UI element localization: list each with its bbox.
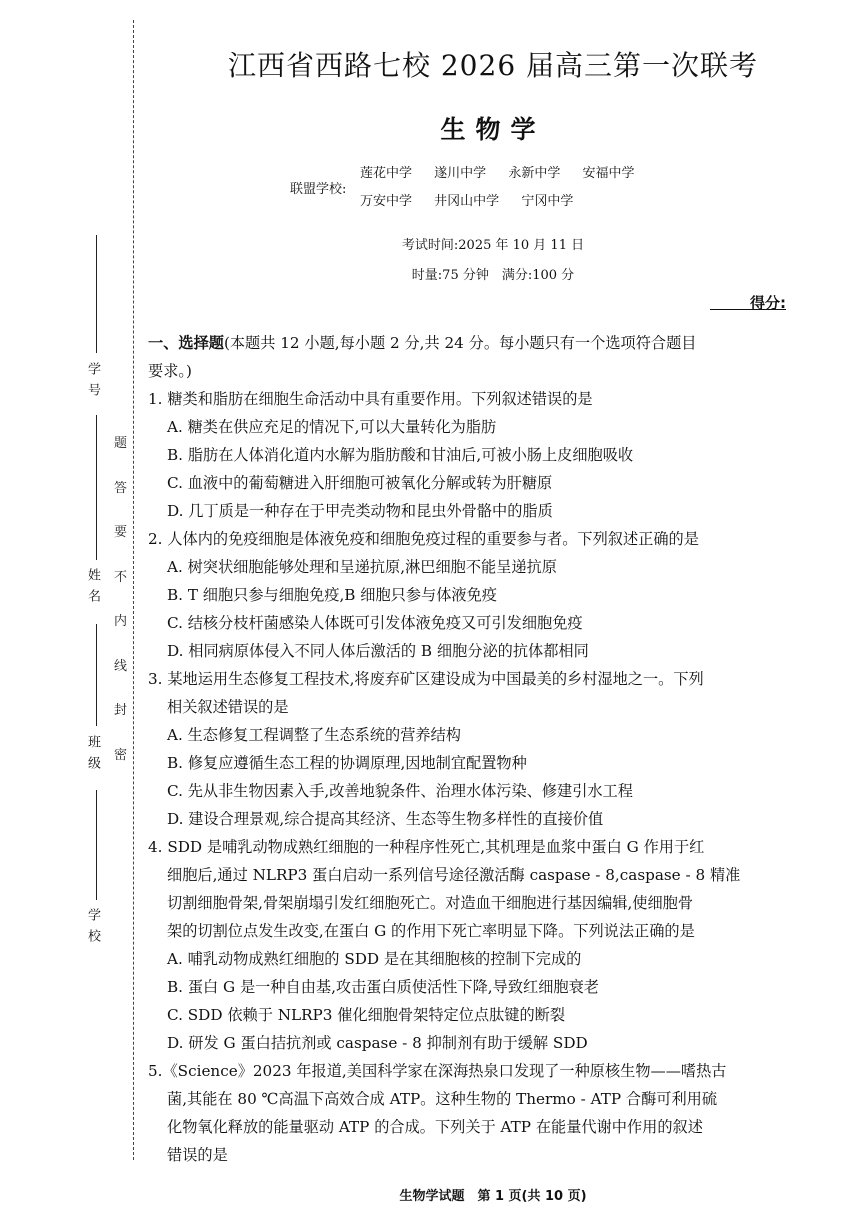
- answer-option-d: D. 几丁质是一种存在于甲壳类动物和昆虫外骨骼中的脂质: [167, 502, 553, 520]
- answer-option-a: A. 生态修复工程调整了生态系统的营养结构: [167, 726, 461, 744]
- student-id-field[interactable]: [86, 362, 102, 404]
- duration-and-full-score: 时量:75 分钟 满分:100 分: [411, 268, 575, 283]
- question-4: [148, 833, 788, 1057]
- page-footer: 生物学试题 第 1 页(共 10 页): [399, 1189, 587, 1204]
- answer-option-d: D. 相同病原体侵入不同人体后激活的 B 细胞分泌的抗体都相同: [167, 642, 589, 660]
- school-line: [96, 790, 97, 900]
- school-name: 永新中学: [508, 166, 561, 181]
- answer-option-c: C. 血液中的葡萄糖进入肝细胞可被氧化分解或转为肝糖原: [167, 474, 553, 492]
- student-id-label: 学号: [85, 362, 100, 404]
- question-stem: 4. SDD 是哺乳动物成熟红细胞的一种程序性死亡,其机理是血浆中蛋白 G 作用于红: [148, 838, 705, 856]
- alliance-schools-row-1: [360, 162, 652, 181]
- school-name: 万安中学: [360, 194, 413, 209]
- school-name: 遂川中学: [434, 166, 487, 181]
- question-stem: 菌,其能在 80 ℃高温下高效合成 ATP。这种生物的 Thermo - ATP 合酶可利用硫: [167, 1090, 718, 1108]
- name-field[interactable]: [86, 568, 102, 610]
- answer-option-d: D. 建设合理景观,综合提高其经济、生态等生物多样性的直接价值: [167, 810, 604, 828]
- alliance-schools-row-2: [360, 190, 591, 209]
- answer-option-c: C. 先从非生物因素入手,改善地貌条件、治理水体污染、修建引水工程: [167, 782, 633, 800]
- score-label: 得分:: [750, 294, 786, 312]
- answer-option-c: C. SDD 依赖于 NLRP3 催化细胞骨架特定位点肽键的断裂: [167, 1006, 566, 1024]
- student-id-line: [96, 235, 97, 353]
- school-name: 宁冈中学: [521, 194, 574, 209]
- seal-char: 要: [114, 525, 128, 540]
- school-field[interactable]: [86, 908, 102, 950]
- alliance-label: 联盟学校:: [290, 182, 347, 197]
- class-field[interactable]: [86, 735, 102, 777]
- question-stem: 2. 人体内的免疫细胞是体液免疫和细胞免疫过程的重要参与者。下列叙述正确的是: [148, 530, 699, 548]
- seal-char: 答: [114, 481, 128, 496]
- question-stem: 架的切割位点发生改变,在蛋白 G 的作用下死亡率明显下降。下列说法正确的是: [167, 922, 695, 940]
- question-3: [148, 665, 788, 833]
- section-title: 一、选择题: [148, 334, 224, 352]
- question-2: [148, 525, 788, 665]
- seal-char: 封: [114, 703, 128, 718]
- class-label: 班级: [85, 735, 100, 777]
- class-line: [96, 624, 97, 726]
- name-label: 姓名: [85, 568, 100, 610]
- question-stem: 切割细胞骨架,骨架崩塌引发红细胞死亡。对造血干细胞进行基因编辑,使细胞骨: [167, 894, 694, 912]
- section-description-cont: 要求。): [148, 362, 192, 380]
- score-input-line[interactable]: [710, 309, 786, 310]
- question-stem: 相关叙述错误的是: [167, 698, 289, 716]
- exam-date: 考试时间:2025 年 10 月 11 日: [401, 238, 585, 253]
- seal-char: 线: [114, 659, 128, 674]
- school-name: 莲花中学: [360, 166, 413, 181]
- answer-option-b: B. 脂肪在人体消化道内水解为脂肪酸和甘油后,可被小肠上皮细胞吸收: [167, 446, 634, 464]
- seal-line: [133, 20, 134, 1160]
- section-description: (本题共 12 小题,每小题 2 分,共 24 分。每小题只有一个选项符合题目: [223, 334, 697, 352]
- question-stem: 1. 糖类和脂肪在细胞生命活动中具有重要作用。下列叙述错误的是: [148, 390, 593, 408]
- answer-option-b: B. 修复应遵循生态工程的协调原理,因地制宜配置物种: [167, 754, 527, 772]
- seal-char: 题: [114, 436, 128, 451]
- exam-title: 江西省西路七校 2026 届高三第一次联考: [227, 49, 759, 82]
- question-stem: 化物氧化释放的能量驱动 ATP 的合成。下列关于 ATP 在能量代谢中作用的叙述: [167, 1118, 703, 1136]
- binding-margin: [0, 0, 140, 1226]
- answer-option-b: B. 蛋白 G 是一种自由基,攻击蛋白质使活性下降,导致红细胞衰老: [167, 978, 599, 996]
- answer-option-a: A. 糖类在供应充足的情况下,可以大量转化为脂肪: [167, 418, 497, 436]
- school-name: 安福中学: [582, 166, 635, 181]
- question-1: [148, 385, 788, 525]
- school-name: 井冈山中学: [434, 194, 500, 209]
- question-5: [148, 1057, 788, 1169]
- question-stem: 3. 某地运用生态修复工程技术,将废弃矿区建设成为中国最美的乡村湿地之一。下列: [148, 670, 704, 688]
- question-list: [148, 385, 788, 1169]
- question-stem: 细胞后,通过 NLRP3 蛋白启动一系列信号途径激活酶 caspase - 8,caspase - 8 精准: [167, 866, 741, 884]
- answer-option-b: B. T 细胞只参与细胞免疫,B 细胞只参与体液免疫: [167, 586, 497, 604]
- answer-option-c: C. 结核分枝杆菌感染人体既可引发体液免疫又可引发细胞免疫: [167, 614, 583, 632]
- school-label: 学校: [85, 908, 100, 950]
- question-area: [148, 329, 788, 1169]
- seal-char: 密: [114, 748, 128, 763]
- seal-char: 内: [114, 614, 128, 629]
- question-stem: 错误的是: [167, 1146, 228, 1164]
- question-stem: 5.《Science》2023 年报道,美国科学家在深海热泉口发现了一种原核生物——嗜热古: [148, 1062, 727, 1080]
- name-line: [96, 415, 97, 560]
- subject-title: 生物学: [440, 115, 546, 144]
- answer-option-d: D. 研发 G 蛋白拮抗剂或 caspase - 8 抑制剂有助于缓解 SDD: [167, 1034, 588, 1052]
- answer-option-a: A. 树突状细胞能够处理和呈递抗原,淋巴细胞不能呈递抗原: [167, 558, 557, 576]
- seal-char: 不: [114, 570, 128, 585]
- section-heading: [148, 329, 788, 357]
- answer-option-a: A. 哺乳动物成熟红细胞的 SDD 是在其细胞核的控制下完成的: [167, 950, 582, 968]
